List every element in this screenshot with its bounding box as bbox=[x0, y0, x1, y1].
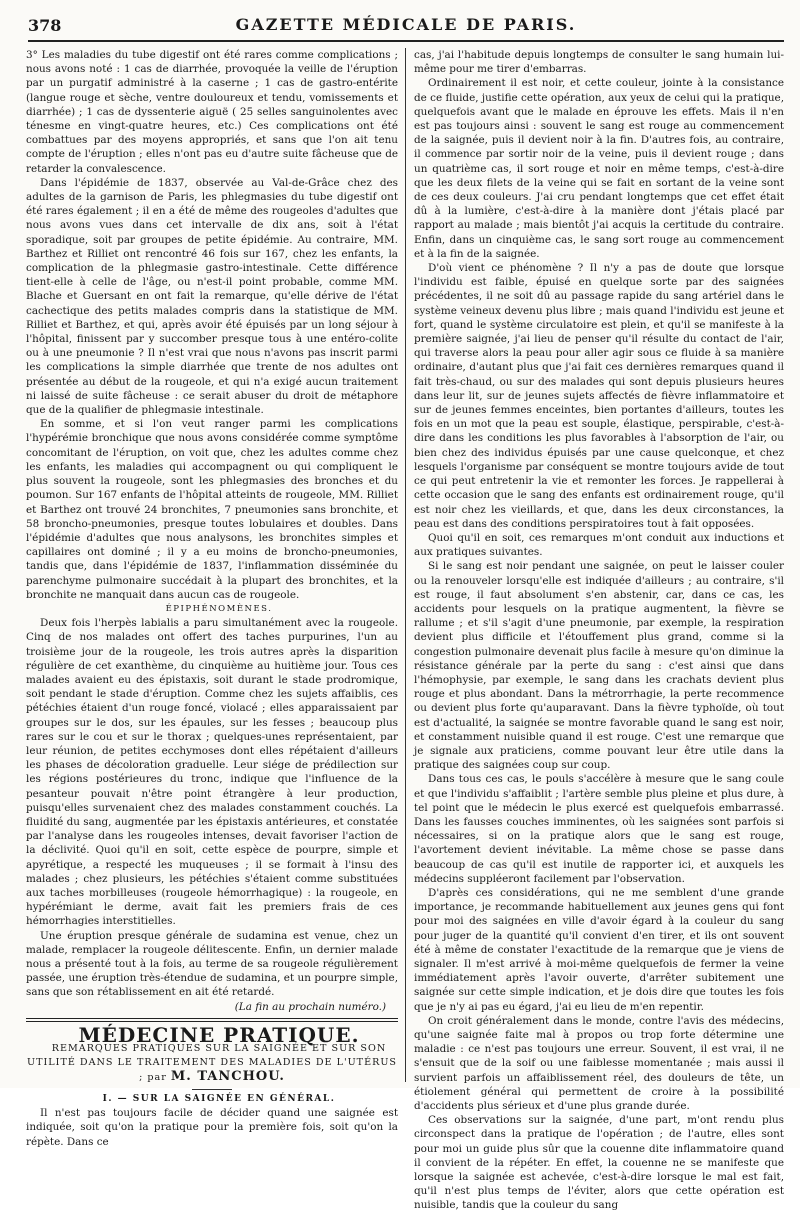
section-divider bbox=[26, 1018, 398, 1022]
journal-title: GAZETTE MÉDICALE DE PARIS. bbox=[235, 15, 577, 34]
subsection-title: I. — SUR LA SAIGNÉE EN GÉNÉRAL. bbox=[102, 1094, 336, 1105]
paragraph: Ces observations sur la saignée, d'une part, m'ont rendu plus circonspect dans la pratique de l'opération ; de l'autre, elles sont pour moi un guide plus sûr que la couenne dite inflammatoire quand il convient de la répéter. En effet, la couenne ne se manifeste que lorsque la saignée est achevée, c'est-à-dire lorsque le mal est fait, qu'il n'est plus temps de l'éviter, alors que cette opération est nuisible, tandis que la couleur du sang bbox=[414, 1114, 784, 1212]
paragraph: En somme, et si l'on veut ranger parmi les complications l'hypérémie bronchique que nous avons considérée comme symptôme concomitant de l'éruption, on voit que, chez les adultes comme chez les enfants, les maladies qui accompagnent ou qui compliquent le plus souvent la rougeole, sont les phlegmasies des bronches et du poumon. Sur 167 enfants de l'hôpital atteints de rougeole, MM. Rilliet et Barthez ont trouvé 24 bronchites, 7 pneumonies sans bronchite, et 58 broncho-pneumonies, presque toutes lobulaires et doubles. Dans l'épidémie d'adultes que nous analysons, les bronchites simples et capillaires ont dominé ; il y a eu moins de broncho-pneumonies, tandis que, dans l'épidémie de 1837, l'inflammation disséminée du parenchyme pulmonaire succédait à la plupart des bronchites, et la bronchite ne manquait dans aucun cas de rougeole. bbox=[26, 418, 398, 601]
paragraph: Si le sang est noir pendant une saignée, on peut le laisser couler ou la renouveler lorsqu'elle est indiquée d'ailleurs ; au contraire, s'il est rouge, il faut absolument s'en abstenir, car, dans ce cas, les accidents pour lesquels on la pratique augmentent, la fièvre se rallume ; et s'il s'agit d'une pneumonie, par exemple, la respiration devient plus difficile et l'étouffement plus grand, comme si la congestion pulmonaire devenait plus facile à mesure qu'on diminue la résistance générale par la perte du sang : c'est ainsi que dans l'hémophysie, par exemple, le sang dans les crachats devient plus rouge et plus abondant. Dans la métrorrhagie, la perte recommence ou devient plus forte qu'auparavant. Dans la fièvre typhoïde, où tout est d'actualité, la saignée se montre favorable quand le sang est noir, et constamment nuisible quand il est rouge. C'est une remarque que je signale aux praticiens, comme pouvant leur être utile dans la pratique des saignées coup sur coup. bbox=[414, 560, 784, 772]
paragraph: Ordinairement il est noir, et cette couleur, jointe à la consistance de ce fluide, justifie cette opération, aux yeux de celui qui la pratique, quelquefois avant que le malade en éprouve les effets. Mais il n'en est pas toujours ainsi : souvent le sang est rouge au commencement de la saignée, puis il devient noir à la fin. D'autres fois, au contraire, il commence par sortir noir de la veine, puis il devient rouge ; dans un quatrième cas, il sort rouge et noir en même temps, c'est-à-dire que les deux filets de la veine qui se fait en sortant de la veine sont de ces deux couleurs. J'ai cru pendant longtemps que cet effet était dû à la lumière, c'est-à-dire à la manière dont j'étais placé par rapport au malade ; mais bientôt j'ai acquis la certitude du contraire. Enfin, dans un cinquième cas, le sang sort rouge au commencement et à la fin de la saignée. bbox=[414, 77, 784, 260]
paragraph: D'après ces considérations, qui ne me semblent d'une grande importance, je recommande habituellement aux jeunes gens qui font pour moi des saignées en ville d'avoir égard à la couleur du sang pour juger de la quantité qu'il convient d'en tirer, et ils ont souvent été à même de constater l'exactitude de la remarque que je viens de signaler. Il m'est arrivé à moi-même quelquefois de fermer la veine immédiatement après l'avoir ouverte, d'arrêter subitement une saignée sur cette simple indication, et je dois dire que toutes les fois que je n'y ai pas eu égard, j'ai eu lieu de m'en repentir. bbox=[414, 886, 784, 1013]
page-header bbox=[28, 8, 784, 42]
paragraph: 3° Les maladies du tube digestif ont été rares comme complications ; nous avons noté : 1 cas de diarrhée, provoquée la veille de l'éruption par un purgatif administré à la caserne ; 1 cas de gastro-entérite (langue rouge et sèche, ventre douloureux et tendu, vomissements et diarrhée) ; 1 cas de dyssenterie aiguë ( 25 selles sanguinolentes avec ténesme en vingt-quatre heures, etc.) Ces complications ont été combattues par des moyens appropriés, et sans que l'on ait tenu compte de l'éruption ; elles n'ont pas eu d'autre suite fâcheuse que de retarder la convalescence. bbox=[26, 49, 398, 175]
continuation-note: (La fin au prochain numéro.) bbox=[234, 1000, 386, 1013]
paragraph: Il n'est pas toujours facile de décider quand une saignée est indiquée, soit qu'on la pratique pour la première fois, soit qu'on la répète. Dans ce bbox=[26, 1107, 398, 1148]
article-title bbox=[26, 1042, 398, 1085]
page-number: 378 bbox=[28, 16, 62, 35]
paragraph: Une éruption presque générale de sudamina est venue, chez un malade, remplacer la rougeole délitescente. Enfin, un dernier malade nous a présenté tout à la fois, au terme de sa rougeole régulièrement passée, une éruption très-étendue de sudamina, et un pourpre simple, sans que son rétablissement en ait été retardé. bbox=[26, 929, 398, 999]
paragraph: Deux fois l'herpès labialis a paru simultanément avec la rougeole. Cinq de nos malades ont offert des taches purpurines, l'un au troisième jour de la rougeole, les trois autres après la disparition régulière de cet exanthème, du cinquième au huitième jour. Tous ces malades avaient eu des épistaxis, soit durant le stade prodromique, soit pendant le stade d'éruption. Comme chez les sujets affaiblis, ces pétéchies étaient d'un rouge foncé, violacé ; elles apparaissaient par groupes sur le dos, sur les épaules, sur les fesses ; beaucoup plus rares sur le cou et sur le thorax ; quelques-unes représentaient, par leur réunion, de petites ecchymoses dont elles répétaient d'ailleurs les phases de décoloration graduelle. Leur siége de prédilection sur les régions postérieures du tronc, indique que l'influence de la pesanteur pouvait n'être point étrangère à leur production, puisqu'elles survenaient chez des malades constamment couchés. La fluidité du sang, augmentée par les épistaxis antérieures, et constatée par l'analyse dans les rougeoles intenses, devait favoriser l'action de la déclivité. Quoi qu'il en soit, cette espèce de pourpre, simple et apyrétique, a respecté les muqueuses ; il se formait à l'insu des malades ; chez plusieurs, les pétéchies s'étaient comme substituées aux taches morbilleuses (rougeole hémorrhagique) : la rougeole, en hypérémiant le derme, avait fait les premiers frais de ces hémorrhagies interstitielles. bbox=[26, 617, 398, 928]
article-title-text: REMARQUES PRATIQUES SUR LA SAIGNÉE ET SUR SON UTILITÉ DANS LE TRAITEMENT DES MALADIES DE L'UTÉRUS ; par bbox=[27, 1043, 397, 1084]
paragraph: On croit généralement dans le monde, contre l'avis des médecins, qu'une saignée faite mal à propos ou trop forte détermine une maladie : ce n'est pas toujours une erreur. Souvent, il est vrai, il ne s'ensuit que de la soif ou une faiblesse momentanée ; mais aussi il survient parfois un affaiblissement réel, des douleurs de tête, un étiolement général qui permettent de croire à la possibilité d'accidents plus sérieux et d'une plus grande durée. bbox=[414, 1014, 784, 1113]
section-label: ÉPIPHÉNOMÈNES. bbox=[165, 603, 273, 614]
paragraph: Quoi qu'il en soit, ces remarques m'ont conduit aux inductions et aux pratiques suivantes. bbox=[414, 531, 784, 559]
section-title: MÉDECINE PRATIQUE. bbox=[78, 1022, 360, 1047]
paragraph: Dans tous ces cas, le pouls s'accélère à mesure que le sang coule et que l'individu s'affaiblit ; l'artère semble plus pleine et plus dure, à tel point que le médecin le plus exercé est quelquefois embarrassé. Dans les fausses couches imminentes, où les saignées sont parfois si nécessaires, si on la pratique alors que le sang est rouge, l'avortement devient inévitable. La même chose se passe dans beaucoup de cas qu'il est inutile de rapporter ici, et auxquels les médecins suppléeront facilement par l'observation. bbox=[414, 773, 784, 885]
short-divider bbox=[192, 1089, 232, 1090]
paragraph: cas, j'ai l'habitude depuis longtemps de consulter le sang humain lui-même pour me tirer d'embarras. bbox=[414, 49, 784, 76]
right-column bbox=[414, 48, 784, 1212]
column-divider bbox=[405, 48, 406, 1082]
left-column bbox=[26, 48, 398, 1148]
paragraph: D'où vient ce phénomène ? Il n'y a pas de doute que lorsque l'individu est faible, épuisé en quelque sorte par des saignées précédentes, il ne soit dû au passage rapide du sang artériel dans le système veineux devenu plus libre ; mais quand l'individu est jeune et fort, quand le système circulatoire est plein, et qu'il se manifeste à la première saignée, j'ai lieu de penser qu'il résulte du contact de l'air, qui traverse alors la peau pour aller agir sous ce fluide à sa manière ordinaire, d'autant plus que j'ai fait ces dernières remarques quand il fait très-chaud, ou sur des malades qui sont depuis plusieurs heures dans leur lit, sur de jeunes sujets affectés de fièvre inflammatoire et sur de jeunes femmes enceintes, bien portantes d'ailleurs, toutes les fois en un mot que la peau est souple, élastique, perspirable, c'est-à-dire dans les conditions les plus favorables à l'absorption de l'air, ou bien chez des individus épuisés par une cause quelconque, et chez lesquels l'organisme par conséquent se montre toujours avide de tout ce qui peut entretenir la vie et remonter les forces. Je rappellerai à cette occasion que le sang des enfants est ordinairement rouge, qu'il est noir chez les vieillards, et que, dans les deux circonstances, la peau est dans des conditions perspiratoires tout à fait opposées. bbox=[414, 262, 784, 530]
paragraph: Dans l'épidémie de 1837, observée au Val-de-Grâce chez des adultes de la garnison de Paris, les phlegmasies du tube digestif ont été rares également ; il en a été de même des rougeoles d'adultes que nous avons vues dans cet intervalle de dix ans, soit à l'état sporadique, soit par groupes de petite épidémie. Au contraire, MM. Barthez et Rilliet ont rencontré 46 fois sur 167, chez les enfants, la complication de la phlegmasie gastro-intestinale. Cette différence tient-elle à celle de l'âge, ou n'est-il point probable, comme MM. Blache et Guersant en ont fait la remarque, qu'elle dérive de l'état cachectique des petits malades compris dans la statistique de MM. Rilliet et Barthez, et qui, après avoir été épuisés par un long séjour à l'hôpital, finissent par y succomber presque tous à une entéro-colite ou à une pneumonie ? Il n'est vrai que nous n'avons pas inscrit parmi les complications la simple diarrhée que trente de nos adultes ont présentée au début de la rougeole, et qui n'a exigé aucun traitement ni laissé de suite fâcheuse : ce serait abuser du droit de métaphore que de la qualifier de phlegmasie intestinale. bbox=[26, 176, 398, 417]
article-author: M. TANCHOU. bbox=[170, 1069, 285, 1085]
